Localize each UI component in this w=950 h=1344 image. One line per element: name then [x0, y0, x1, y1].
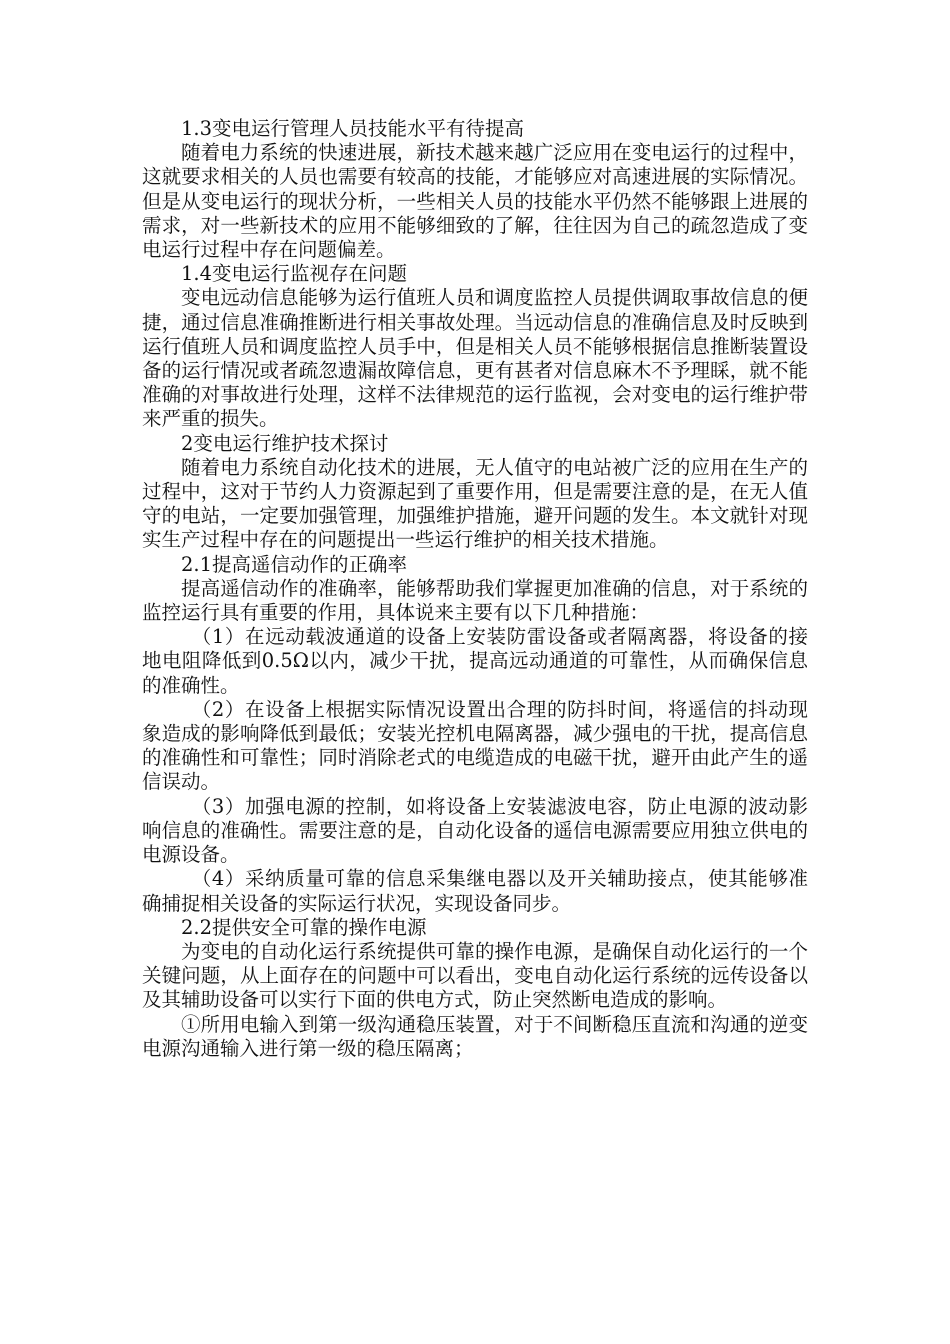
paragraph-remote-signal: 提高遥信动作的准确率，能够帮助我们掌握更加准确的信息，对于系统的监控运行具有重要的作用，具体说来主要有以下几种措施： — [142, 576, 808, 625]
section-heading-2: 2变电运行维护技术探讨 — [181, 431, 389, 455]
section-heading-1-3: 1.3变电运行管理人员技能水平有待提高 — [181, 117, 525, 140]
section-heading-1-4: 1.4变电运行监视存在问题 — [181, 262, 408, 286]
paragraph-maintenance-intro: 随着电力系统自动化技术的进展，无人值守的电站被广泛的应用在生产的过程中，这对于节约人力资源起到了重要作用，但是需要注意的是，在无人值守的电站，一定要加强管理，加强维护措施，避开问题的发生。本文就针对现实生产过程中存在的问题提出一些运行维护的相关技术措施。 — [142, 455, 808, 552]
section-heading-2-2: 2.2提供安全可靠的操作电源 — [181, 915, 427, 939]
paragraph-power-step-1: ①所用电输入到第一级沟通稳压装置，对于不间断稳压直流和沟通的逆变电源沟通输入进行第一级的稳压隔离； — [142, 1012, 808, 1060]
document-page — [142, 117, 808, 1061]
list-item-1: （1）在远动载波通道的设备上安装防雷设备或者隔离器，将设备的接地电阻降低到0.5Ω以内，减少干扰，提高远动通道的可靠性，从而确保信息的准确性。 — [142, 625, 808, 697]
list-item-3: （3）加强电源的控制，如将设备上安装滤波电容，防止电源的波动影响信息的准确性。需要注意的是，自动化设备的遥信电源需要应用独立供电的电源设备。 — [142, 794, 808, 867]
section-heading-2-1: 2.1提高遥信动作的正确率 — [181, 552, 408, 576]
paragraph-power-supply: 为变电的自动化运行系统提供可靠的操作电源，是确保自动化运行的一个关键问题，从上面存在的问题中可以看出，变电自动化运行系统的远传设备以及其辅助设备可以实行下面的供电方式，防止突然断电造成的影响。 — [142, 939, 808, 1012]
list-item-2: （2）在设备上根据实际情况设置出合理的防抖时间，将遥信的抖动现象造成的影响降低到最低；安装光控机电隔离器，减少强电的干扰，提高信息的准确性和可靠性；同时消除老式的电缆造成的电磁干扰，避开由此产生的遥信误动。 — [142, 697, 808, 794]
paragraph-monitoring: 变电远动信息能够为运行值班人员和调度监控人员提供调取事故信息的便捷，通过信息准确推断进行相关事故处理。当远动信息的准确信息及时反映到运行值班人员和调度监控人员手中，但是相关人员不能够根据信息推断装置设备的运行情况或者疏忽遗漏故障信息，更有甚者对信息麻木不予理睬，就不能准确的对事故进行处理，这样不法律规范的运行监视，会对变电的运行维护带来严重的损失。 — [142, 286, 808, 431]
paragraph-skills: 随着电力系统的快速进展，新技术越来越广泛应用在变电运行的过程中，这就要求相关的人员也需要有较高的技能，才能够应对高速进展的实际情况。但是从变电运行的现状分析，一些相关人员的技能水平仍然不能够跟上进展的需求，对一些新技术的应用不能够细致的了解，往往因为自己的疏忽造成了变电运行过程中存在问题偏差。 — [142, 141, 808, 262]
list-item-4: （4）采纳质量可靠的信息采集继电器以及开关辅助接点，使其能够准确捕捉相关设备的实际运行状况，实现设备同步。 — [142, 867, 808, 915]
